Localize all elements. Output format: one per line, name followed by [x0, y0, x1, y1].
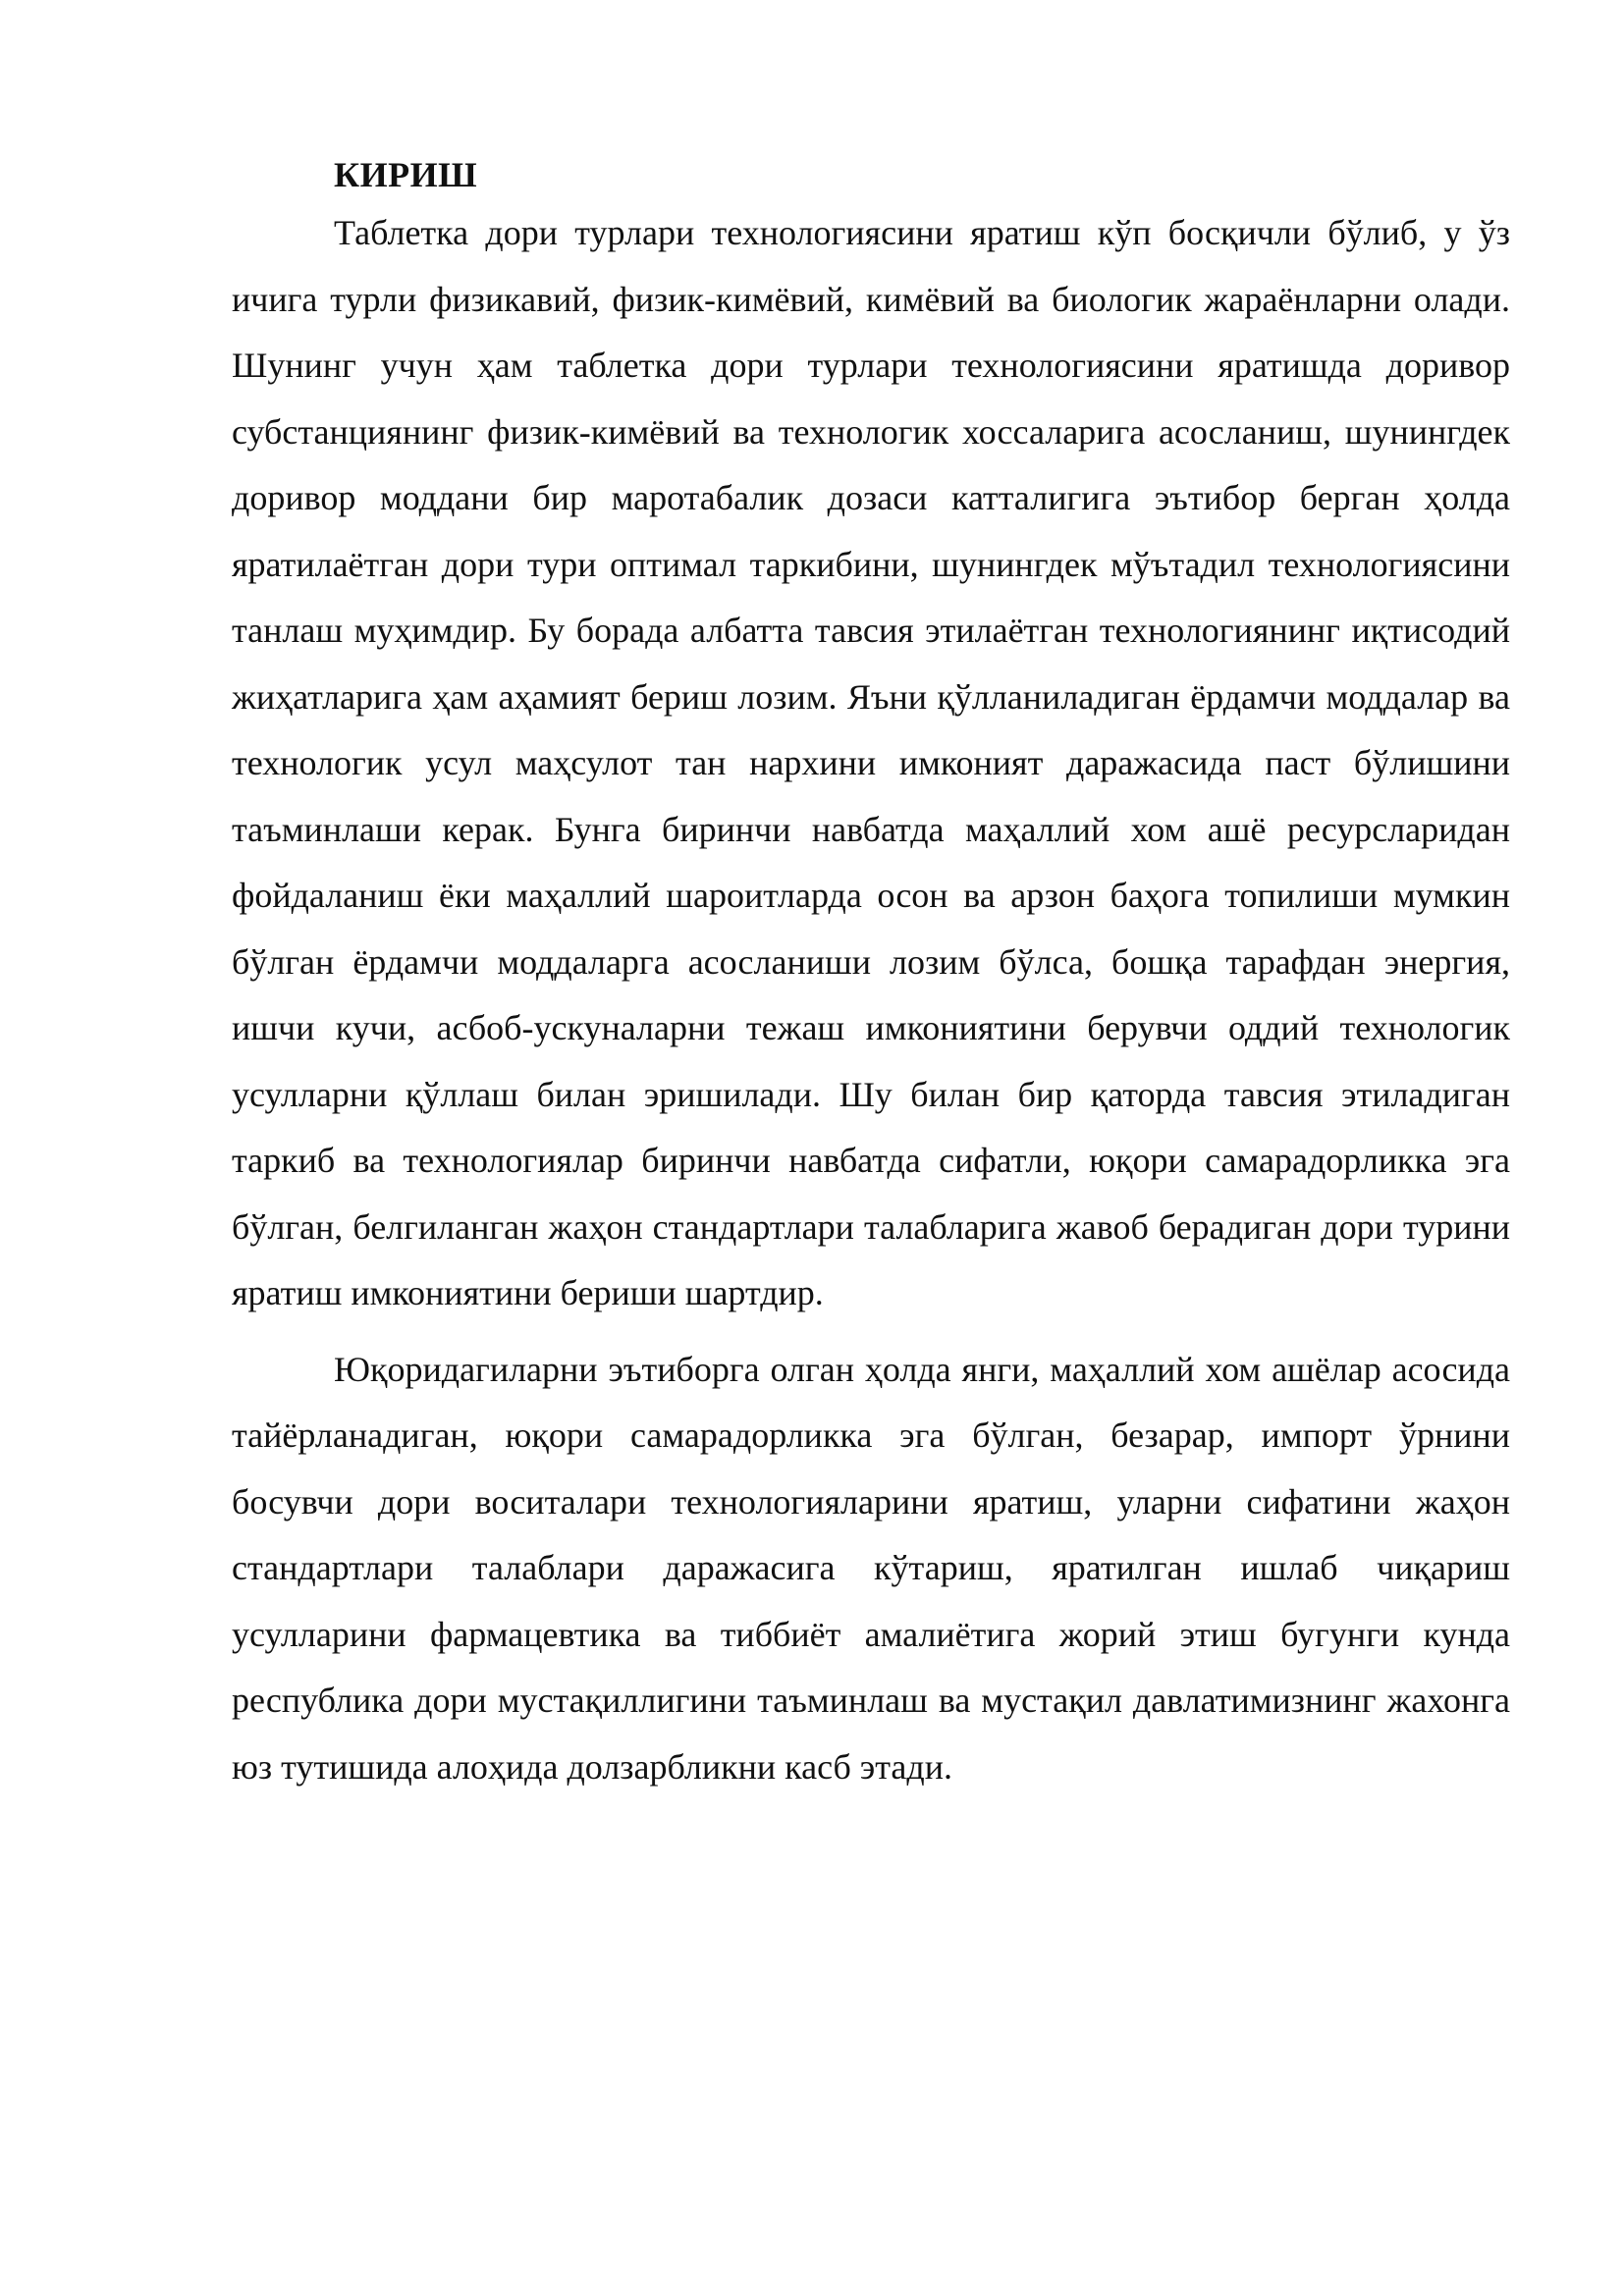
paragraph-1: Таблетка дори турлари технологиясини яратиш кўп босқичли бўлиб, у ўз ичига турли физикавий, физик-кимёвий, кимёвий ва биологик жараёнларни олади. Шунинг учун ҳам таблетка дори турлари технологиясини яратишда доривор субстанциянинг физик-кимёвий ва технологик хоссаларига асосланиш, шунингдек доривор моддани бир маротабалик дозаси катталигига эътибор берган ҳолда яратилаётган дори тури оптимал таркибини, шунингдек мўътадил технологиясини танлаш муҳимдир. Бу борада албатта тавсия этилаётган технологиянинг иқтисодий жиҳатларига ҳам аҳамият бериш лозим. Яъни қўлланиладиган ёрдамчи моддалар ва технологик усул маҳсулот тан нархини имконият даражасида паст бўлишини таъминлаши керак. Бунга биринчи навбатда маҳаллий хом ашё ресурсларидан фойдаланиш ёки маҳаллий шароитларда осон ва арзон баҳога топилиши мумкин бўлган ёрдамчи моддаларга асосланиши лозим бўлса, бошқа тарафдан энергия, ишчи кучи, асбоб-ускуналарни тежаш имкониятини берувчи оддий технологик усулларни қўллаш билан эришилади. Шу билан бир қаторда тавсия этиладиган таркиб ва технологиялар биринчи навбатда сифатли, юқори самарадорликка эга бўлган, белгиланган жаҳон стандартлари талабларига жавоб берадиган дори турини яратиш имкониятини бериши шартдир.: [232, 213, 1510, 1312]
paragraph-2: Юқоридагиларни эътиборга олган ҳолда янги, маҳаллий хом ашёлар асосида тайёрланадиган, юқори самарадорликка эга бўлган, безарар, импорт ўрнини босувчи дори воситалари технологияларини яратиш, уларни сифатини жаҳон стандартлари талаблари даражасига кўтариш, яратилган ишлаб чиқариш усулларини фармацевтика ва тиббиёт амалиётига жорий этиш бугунги кунда республика дори мустақиллигини таъминлаш ва мустақил давлатимизнинг жахонга юз тутишида алоҳида долзарбликни касб этади.: [232, 1349, 1510, 1787]
section-heading: КИРИШ: [334, 155, 478, 194]
document-body: [232, 149, 1510, 1800]
